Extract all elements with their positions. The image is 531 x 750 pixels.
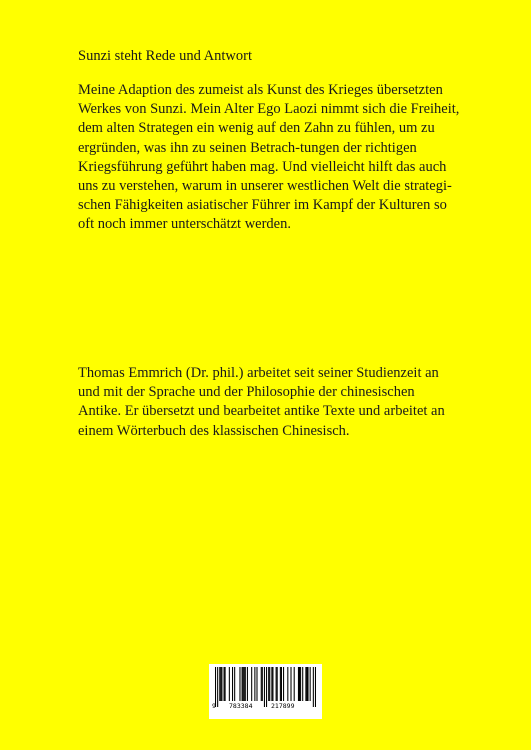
blurb-line: Kriegsführung geführt haben mag. Und vielleicht hilft das auch bbox=[78, 158, 447, 175]
barcode-bar bbox=[217, 667, 218, 707]
barcode-bar bbox=[290, 667, 291, 701]
blurb-line: Meine Adaption des zumeist als Kunst des Krieges übersetzten bbox=[78, 82, 443, 98]
barcode-bar bbox=[225, 667, 226, 701]
barcode-bar bbox=[261, 667, 262, 701]
barcode-bar bbox=[266, 667, 267, 707]
barcode-bar bbox=[221, 667, 222, 701]
barcode-bar bbox=[219, 667, 220, 701]
barcode-bar bbox=[271, 667, 272, 701]
blurb-line: dem alten Strategen ein wenig auf den Zahn zu fühlen, um zu bbox=[78, 120, 435, 137]
book-title: Sunzi steht Rede und Antwort bbox=[78, 48, 252, 64]
blurb-paragraph bbox=[78, 81, 459, 235]
blurb-line: oft noch immer unterschätzt werden. bbox=[78, 216, 291, 233]
barcode-right-digits: 217899 bbox=[271, 702, 295, 710]
barcode-bar bbox=[281, 667, 282, 701]
barcode-bar bbox=[294, 667, 295, 701]
blurb-line: schen Fähigkeiten asiatischer Führer im Kampf der Kulturen so bbox=[78, 197, 447, 214]
barcode-bar bbox=[298, 667, 299, 701]
barcode-bar bbox=[264, 667, 265, 707]
barcode-bar bbox=[280, 667, 281, 701]
author-bio-line: einem Wörterbuch des klassischen Chinesisch. bbox=[78, 422, 350, 439]
blurb-line: Werkes von Sunzi. Mein Alter Ego Laozi nimmt sich die Freiheit, bbox=[78, 101, 460, 118]
barcode-bar bbox=[234, 667, 235, 701]
barcode-bar bbox=[244, 667, 245, 701]
blurb-line: uns zu verstehen, warum in unserer westlichen Welt die strategi- bbox=[78, 178, 452, 195]
barcode-bar bbox=[251, 667, 252, 701]
barcode-bar bbox=[232, 667, 233, 701]
barcode-bar bbox=[215, 667, 216, 707]
blurb-line: ergründen, was ihn zu seinen Betrach-tungen der richtigen bbox=[78, 139, 417, 156]
author-bio-paragraph bbox=[78, 364, 445, 441]
barcode-bar bbox=[302, 667, 303, 701]
barcode-bar bbox=[245, 667, 246, 701]
barcode-bar bbox=[220, 667, 221, 701]
author-bio-line: Antike. Er übersetzt und bearbeitet antike Texte und arbeitet an bbox=[78, 403, 445, 420]
barcode-bar bbox=[254, 667, 255, 701]
barcode-bar bbox=[247, 667, 248, 701]
isbn-barcode bbox=[209, 664, 322, 719]
barcode-bar bbox=[268, 667, 269, 701]
barcode-bar bbox=[269, 667, 270, 701]
barcode-bar bbox=[306, 667, 307, 701]
barcode-bar bbox=[287, 667, 288, 701]
barcode-bar bbox=[229, 667, 230, 701]
barcode-left-digits: 783384 bbox=[229, 702, 253, 710]
barcode-bar bbox=[277, 667, 278, 701]
barcode-bar bbox=[315, 667, 316, 707]
barcode-bar bbox=[307, 667, 308, 701]
barcode-bars bbox=[215, 667, 316, 707]
barcode-bar bbox=[224, 667, 225, 701]
barcode-bar bbox=[283, 667, 284, 701]
barcode-bar bbox=[272, 667, 273, 701]
barcode-bar bbox=[305, 667, 306, 701]
barcode-bar bbox=[313, 667, 314, 707]
author-bio-line: Thomas Emmrich (Dr. phil.) arbeitet seit seiner Studienzeit an bbox=[78, 365, 439, 381]
barcode-bar bbox=[310, 667, 311, 701]
barcode-bar bbox=[276, 667, 277, 701]
barcode-bar bbox=[239, 667, 240, 701]
barcode-first-digit: 9 bbox=[212, 702, 216, 710]
barcode-bar bbox=[256, 667, 257, 701]
barcode-bar bbox=[262, 667, 263, 701]
barcode-bar bbox=[300, 667, 301, 701]
barcode-bar bbox=[299, 667, 300, 701]
author-bio-line: und mit der Sprache und der Philosophie der chinesischen bbox=[78, 384, 415, 401]
barcode-bar bbox=[242, 667, 243, 701]
barcode-bar bbox=[243, 667, 244, 701]
